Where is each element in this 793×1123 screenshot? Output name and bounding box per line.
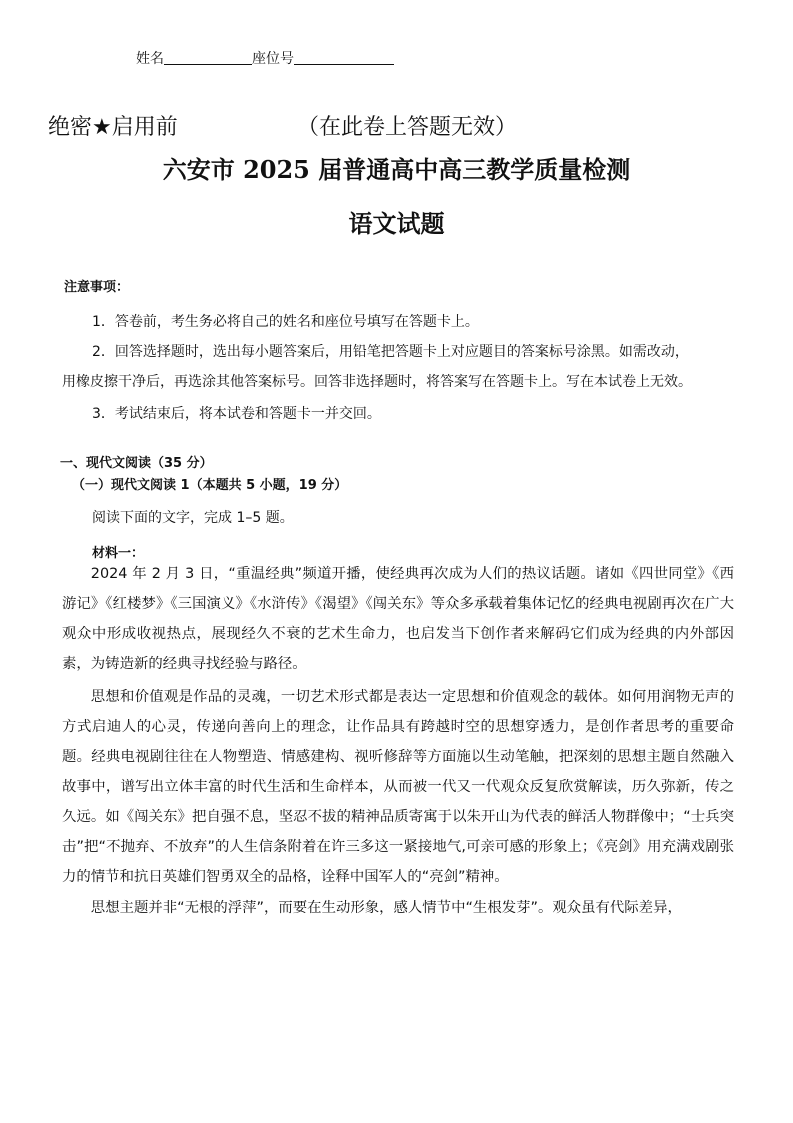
- section-heading: 一、现代文阅读（35 分）: [60, 456, 213, 471]
- notice-heading: 注意事项：: [64, 280, 130, 295]
- candidate-info-line: [136, 48, 394, 68]
- confidential-mark: 绝密★启用前: [48, 115, 178, 140]
- material-label: 材料一：: [92, 546, 145, 561]
- name-blank[interactable]: [164, 50, 252, 65]
- notice-item-2: 2．回答选择题时，选出每小题答案后，用铅笔把答题卡上对应题目的答案标号涂黑。如需改动，: [92, 344, 689, 360]
- name-label: 姓名: [136, 51, 164, 67]
- invalid-note: （在此卷上答题无效）: [297, 115, 518, 140]
- notice-item-1: 1．答卷前，考生务必将自己的姓名和座位号填写在答题卡上。: [92, 314, 479, 330]
- notice-item-2-cont: 用橡皮擦干净后，再选涂其他答案标号。回答非选择题时，将答案写在答题卡上。写在本试卷上无效。: [62, 374, 692, 390]
- paragraph-3: 思想主题并非“无根的浮萍”，而要在生动形象，感人情节中“生根发芽”。观众虽有代际差异，: [90, 900, 682, 916]
- notice-item-3: 3．考试结束后，将本试卷和答题卡一并交回。: [92, 406, 381, 422]
- seat-label: 座位号: [252, 51, 294, 67]
- exam-title: 六安市 2025 届普通高中高三教学质量检测: [162, 155, 631, 184]
- instruction-text: 阅读下面的文字，完成 1–5 题。: [92, 510, 294, 526]
- paragraph-1: 2024 年 2 月 3 日，“重温经典”频道开播，使经典再次成为人们的热议话题。诸如《四世同堂》《西游记》《红楼梦》《三国演义》《水浒传》《渴望》《闯关东》等众多承载着集体记忆的经典电视剧再次在广大观众中形成收视热点，展现经久不衰的艺术生命力，也启发当下创作者来解码它们成为经典的内外部因素，为铸造新的经典寻找经验与路径。: [62, 566, 734, 672]
- paragraph-2: 思想和价值观是作品的灵魂，一切艺术形式都是表达一定思想和价值观念的载体。如何用润物无声的方式启迪人的心灵，传递向善向上的理念，让作品具有跨越时空的思想穿透力，是创作者思考的重要命题。经典电视剧往往在人物塑造、情感建构、视听修辞等方面施以生动笔触，把深刻的思想主题自然融入故事中，谱写出立体丰富的时代生活和生命样本，从而被一代又一代观众反复欣赏解读，历久弥新，传之久远。如《闯关东》把自强不息，坚忍不拔的精神品质寄寓于以朱开山为代表的鲜活人物群像中；“士兵突击”把“不抛弃、不放弃”的人生信条附着在许三多这一紧接地气,可亲可感的形象上；《亮剑》用充满戏剧张力的情节和抗日英雄们智勇双全的品格，诠释中国军人的“亮剑”精神。: [62, 689, 734, 885]
- subject-title: 语文试题: [348, 209, 445, 238]
- sub-section-heading: （一）现代文阅读 1（本题共 5 小题，19 分）: [72, 478, 348, 493]
- seat-blank[interactable]: [294, 50, 394, 65]
